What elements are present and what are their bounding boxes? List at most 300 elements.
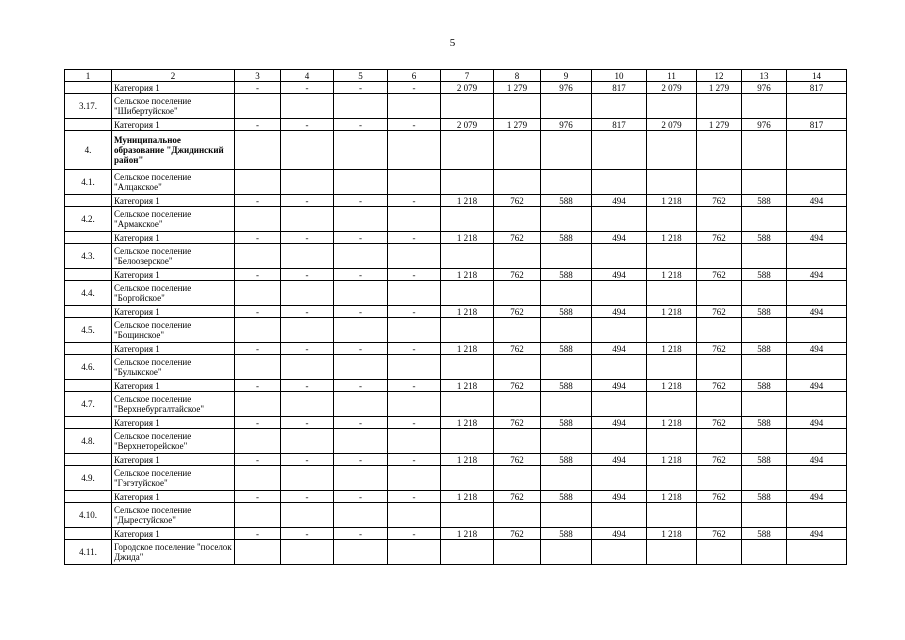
value-cell: 588 (742, 380, 787, 392)
settlement-row (65, 355, 847, 380)
value-cell: 762 (697, 491, 742, 503)
value-cell: 588 (742, 269, 787, 281)
empty-cell (281, 94, 334, 119)
category-label: Категория 1 (112, 380, 235, 392)
value-cell: 976 (742, 119, 787, 131)
value-cell: 762 (697, 195, 742, 207)
value-cell: 588 (742, 528, 787, 540)
value-cell: 762 (697, 269, 742, 281)
value-cell: 817 (787, 82, 847, 94)
empty-cell (787, 170, 847, 195)
value-cell: 1 218 (441, 195, 494, 207)
value-cell: 588 (541, 306, 592, 318)
empty-cell (388, 207, 441, 232)
value-cell: 588 (541, 380, 592, 392)
value-cell: - (235, 195, 281, 207)
value-cell: 1 218 (441, 380, 494, 392)
value-cell: - (334, 454, 388, 466)
row-number-cell: 4. (65, 131, 112, 170)
empty-cell (441, 392, 494, 417)
empty-cell (281, 540, 334, 565)
value-cell: 762 (494, 454, 541, 466)
value-cell: 817 (787, 119, 847, 131)
row-number-cell (65, 232, 112, 244)
empty-cell (441, 503, 494, 528)
empty-cell (742, 318, 787, 343)
value-cell: - (281, 232, 334, 244)
empty-cell (592, 429, 647, 454)
empty-cell (742, 429, 787, 454)
row-number-cell (65, 195, 112, 207)
empty-cell (592, 466, 647, 491)
value-cell: 588 (541, 454, 592, 466)
row-number-cell: 4.4. (65, 281, 112, 306)
value-cell: 762 (494, 343, 541, 355)
empty-cell (647, 318, 697, 343)
value-cell: 762 (494, 491, 541, 503)
settlement-row (65, 392, 847, 417)
value-cell: 494 (787, 306, 847, 318)
empty-cell (697, 429, 742, 454)
value-cell: 1 279 (697, 82, 742, 94)
value-cell: - (235, 417, 281, 429)
value-cell: 588 (742, 306, 787, 318)
empty-cell (281, 429, 334, 454)
value-cell: 494 (592, 380, 647, 392)
empty-cell (494, 503, 541, 528)
empty-cell (541, 207, 592, 232)
category-label: Категория 1 (112, 528, 235, 540)
empty-cell (281, 318, 334, 343)
settlement-name: Городское поселение "поселок Джида" (112, 540, 235, 565)
value-cell: - (334, 195, 388, 207)
empty-cell (697, 207, 742, 232)
value-cell: - (334, 269, 388, 281)
value-cell: 1 218 (647, 306, 697, 318)
empty-cell (334, 355, 388, 380)
empty-cell (235, 466, 281, 491)
empty-cell (441, 355, 494, 380)
settlement-row (65, 466, 847, 491)
empty-cell (592, 244, 647, 269)
empty-cell (235, 318, 281, 343)
empty-cell (281, 355, 334, 380)
empty-cell (647, 281, 697, 306)
empty-cell (787, 244, 847, 269)
empty-cell (787, 131, 847, 170)
row-number-cell: 4.5. (65, 318, 112, 343)
value-cell: - (281, 119, 334, 131)
value-cell: - (388, 82, 441, 94)
empty-cell (742, 466, 787, 491)
category-label: Категория 1 (112, 82, 235, 94)
settlement-row (65, 207, 847, 232)
value-cell: 494 (592, 269, 647, 281)
value-cell: - (281, 195, 334, 207)
empty-cell (592, 207, 647, 232)
value-cell: - (388, 343, 441, 355)
settlement-name: Сельское поселение "Армакское" (112, 207, 235, 232)
empty-cell (334, 392, 388, 417)
empty-cell (388, 318, 441, 343)
column-header: 4 (281, 70, 334, 82)
empty-cell (494, 131, 541, 170)
settlement-name: Сельское поселение "Гэгэтуйское" (112, 466, 235, 491)
empty-cell (742, 207, 787, 232)
empty-cell (541, 281, 592, 306)
column-header: 3 (235, 70, 281, 82)
value-cell: - (388, 306, 441, 318)
column-header: 10 (592, 70, 647, 82)
empty-cell (742, 244, 787, 269)
settlement-row (65, 540, 847, 565)
value-cell: - (281, 82, 334, 94)
empty-cell (388, 170, 441, 195)
value-cell: 1 218 (647, 491, 697, 503)
settlement-row (65, 244, 847, 269)
category-label: Категория 1 (112, 195, 235, 207)
value-cell: 762 (494, 306, 541, 318)
empty-cell (787, 355, 847, 380)
column-header: 12 (697, 70, 742, 82)
empty-cell (742, 392, 787, 417)
value-cell: 494 (787, 528, 847, 540)
category-row (65, 269, 847, 281)
category-label: Категория 1 (112, 417, 235, 429)
empty-cell (494, 318, 541, 343)
empty-cell (647, 429, 697, 454)
empty-cell (697, 540, 742, 565)
value-cell: - (235, 528, 281, 540)
empty-cell (441, 318, 494, 343)
category-row (65, 343, 847, 355)
value-cell: 1 279 (697, 119, 742, 131)
empty-cell (235, 94, 281, 119)
value-cell: 2 079 (441, 82, 494, 94)
empty-cell (647, 392, 697, 417)
value-cell: 494 (787, 343, 847, 355)
empty-cell (592, 131, 647, 170)
empty-cell (787, 540, 847, 565)
empty-cell (494, 466, 541, 491)
empty-cell (647, 94, 697, 119)
empty-cell (742, 355, 787, 380)
value-cell: - (235, 380, 281, 392)
empty-cell (388, 466, 441, 491)
value-cell: 762 (697, 232, 742, 244)
value-cell: 762 (697, 343, 742, 355)
value-cell: 494 (592, 306, 647, 318)
value-cell: - (235, 491, 281, 503)
value-cell: - (334, 82, 388, 94)
column-header: 9 (541, 70, 592, 82)
empty-cell (541, 429, 592, 454)
value-cell: 2 079 (647, 82, 697, 94)
value-cell: 1 218 (647, 528, 697, 540)
empty-cell (697, 170, 742, 195)
value-cell: 588 (541, 491, 592, 503)
value-cell: - (388, 491, 441, 503)
value-cell: - (388, 380, 441, 392)
value-cell: 762 (697, 454, 742, 466)
value-cell: - (334, 119, 388, 131)
empty-cell (441, 429, 494, 454)
column-header: 13 (742, 70, 787, 82)
empty-cell (334, 244, 388, 269)
empty-cell (742, 281, 787, 306)
empty-cell (787, 503, 847, 528)
tariff-table (64, 69, 847, 565)
empty-cell (742, 503, 787, 528)
empty-cell (494, 540, 541, 565)
empty-cell (541, 244, 592, 269)
column-header: 14 (787, 70, 847, 82)
value-cell: 1 218 (647, 380, 697, 392)
empty-cell (334, 466, 388, 491)
row-number-cell: 4.8. (65, 429, 112, 454)
value-cell: - (388, 232, 441, 244)
empty-cell (787, 429, 847, 454)
empty-cell (441, 281, 494, 306)
empty-cell (235, 170, 281, 195)
value-cell: 1 218 (441, 417, 494, 429)
value-cell: 1 218 (441, 306, 494, 318)
value-cell: 494 (592, 195, 647, 207)
settlement-name: Сельское поселение "Белоозерское" (112, 244, 235, 269)
empty-cell (281, 207, 334, 232)
empty-cell (334, 429, 388, 454)
empty-cell (592, 392, 647, 417)
empty-cell (441, 94, 494, 119)
empty-cell (388, 503, 441, 528)
empty-cell (388, 392, 441, 417)
empty-cell (647, 131, 697, 170)
category-row (65, 491, 847, 503)
category-label: Категория 1 (112, 232, 235, 244)
empty-cell (647, 466, 697, 491)
value-cell: 1 218 (647, 454, 697, 466)
value-cell: - (334, 380, 388, 392)
empty-cell (647, 244, 697, 269)
value-cell: - (235, 454, 281, 466)
empty-cell (697, 131, 742, 170)
value-cell: - (235, 269, 281, 281)
category-row (65, 232, 847, 244)
empty-cell (541, 318, 592, 343)
value-cell: 588 (541, 417, 592, 429)
empty-cell (494, 355, 541, 380)
empty-cell (281, 392, 334, 417)
empty-cell (334, 94, 388, 119)
row-number-cell (65, 119, 112, 131)
value-cell: 494 (592, 528, 647, 540)
value-cell: 817 (592, 82, 647, 94)
empty-cell (697, 503, 742, 528)
row-number-cell (65, 454, 112, 466)
empty-cell (235, 540, 281, 565)
empty-cell (494, 392, 541, 417)
category-row (65, 195, 847, 207)
row-number-cell: 3.17. (65, 94, 112, 119)
row-number-cell: 4.9. (65, 466, 112, 491)
value-cell: 494 (592, 454, 647, 466)
value-cell: 976 (541, 82, 592, 94)
value-cell: 588 (742, 343, 787, 355)
row-number-cell: 4.11. (65, 540, 112, 565)
value-cell: 494 (592, 417, 647, 429)
value-cell: 494 (787, 491, 847, 503)
column-header: 6 (388, 70, 441, 82)
value-cell: - (334, 306, 388, 318)
value-cell: 817 (592, 119, 647, 131)
settlement-row (65, 318, 847, 343)
category-row (65, 454, 847, 466)
empty-cell (697, 392, 742, 417)
value-cell: 762 (494, 417, 541, 429)
row-number-cell: 4.6. (65, 355, 112, 380)
empty-cell (441, 131, 494, 170)
value-cell: - (388, 454, 441, 466)
value-cell: 588 (742, 454, 787, 466)
value-cell: 494 (787, 417, 847, 429)
empty-cell (541, 94, 592, 119)
value-cell: 494 (787, 454, 847, 466)
column-header: 2 (112, 70, 235, 82)
settlement-name: Сельское поселение "Верхнебургалтайское" (112, 392, 235, 417)
empty-cell (388, 540, 441, 565)
empty-cell (697, 281, 742, 306)
empty-cell (235, 244, 281, 269)
value-cell: - (334, 417, 388, 429)
settlement-name: Сельское поселение "Шибертуйское" (112, 94, 235, 119)
empty-cell (787, 281, 847, 306)
settlement-name: Сельское поселение "Верхнеторейское" (112, 429, 235, 454)
settlement-name: Сельское поселение "Булыкское" (112, 355, 235, 380)
empty-cell (541, 466, 592, 491)
empty-cell (281, 131, 334, 170)
value-cell: - (281, 491, 334, 503)
empty-cell (742, 540, 787, 565)
empty-cell (388, 131, 441, 170)
empty-cell (787, 207, 847, 232)
value-cell: - (281, 380, 334, 392)
table-body (65, 70, 847, 565)
column-header: 5 (334, 70, 388, 82)
category-row (65, 380, 847, 392)
empty-cell (494, 244, 541, 269)
empty-cell (281, 170, 334, 195)
value-cell: 588 (742, 417, 787, 429)
value-cell: 1 218 (441, 343, 494, 355)
empty-cell (235, 355, 281, 380)
value-cell: - (281, 417, 334, 429)
value-cell: - (334, 528, 388, 540)
empty-cell (541, 540, 592, 565)
value-cell: 494 (787, 195, 847, 207)
empty-cell (235, 503, 281, 528)
municipality-row (65, 131, 847, 170)
empty-cell (388, 429, 441, 454)
empty-cell (334, 503, 388, 528)
empty-cell (235, 281, 281, 306)
empty-cell (281, 466, 334, 491)
value-cell: 1 218 (647, 417, 697, 429)
value-cell: - (235, 82, 281, 94)
value-cell: 1 279 (494, 82, 541, 94)
value-cell: 588 (541, 528, 592, 540)
value-cell: - (388, 417, 441, 429)
value-cell: 494 (592, 491, 647, 503)
value-cell: 588 (541, 232, 592, 244)
value-cell: - (235, 343, 281, 355)
empty-cell (592, 170, 647, 195)
empty-cell (281, 503, 334, 528)
value-cell: - (334, 343, 388, 355)
empty-cell (235, 207, 281, 232)
empty-cell (697, 318, 742, 343)
value-cell: - (281, 343, 334, 355)
category-label: Категория 1 (112, 343, 235, 355)
value-cell: - (281, 269, 334, 281)
column-header: 8 (494, 70, 541, 82)
page-number: 5 (449, 37, 456, 49)
empty-cell (742, 170, 787, 195)
category-label: Категория 1 (112, 454, 235, 466)
empty-cell (235, 429, 281, 454)
column-header: 11 (647, 70, 697, 82)
value-cell: 762 (697, 417, 742, 429)
column-header: 1 (65, 70, 112, 82)
settlement-name: Сельское поселение "Алцакское" (112, 170, 235, 195)
empty-cell (541, 392, 592, 417)
category-label: Категория 1 (112, 269, 235, 281)
empty-cell (787, 466, 847, 491)
row-number-cell (65, 82, 112, 94)
empty-cell (494, 281, 541, 306)
value-cell: 1 218 (647, 195, 697, 207)
empty-cell (494, 170, 541, 195)
empty-cell (494, 94, 541, 119)
settlement-name: Сельское поселение "Боргойское" (112, 281, 235, 306)
empty-cell (697, 355, 742, 380)
empty-cell (334, 281, 388, 306)
empty-cell (334, 170, 388, 195)
empty-cell (441, 244, 494, 269)
empty-cell (697, 94, 742, 119)
value-cell: - (235, 306, 281, 318)
empty-cell (742, 94, 787, 119)
empty-cell (697, 466, 742, 491)
value-cell: 762 (697, 306, 742, 318)
empty-cell (494, 429, 541, 454)
category-label: Категория 1 (112, 491, 235, 503)
empty-cell (388, 281, 441, 306)
empty-cell (787, 94, 847, 119)
value-cell: - (388, 269, 441, 281)
row-number-cell (65, 269, 112, 281)
empty-cell (441, 170, 494, 195)
value-cell: 762 (697, 528, 742, 540)
value-cell: - (281, 306, 334, 318)
value-cell: 762 (494, 380, 541, 392)
settlement-row (65, 94, 847, 119)
value-cell: 1 218 (647, 232, 697, 244)
empty-cell (235, 392, 281, 417)
value-cell: - (388, 528, 441, 540)
settlement-row (65, 429, 847, 454)
value-cell: 1 218 (647, 269, 697, 281)
empty-cell (281, 244, 334, 269)
